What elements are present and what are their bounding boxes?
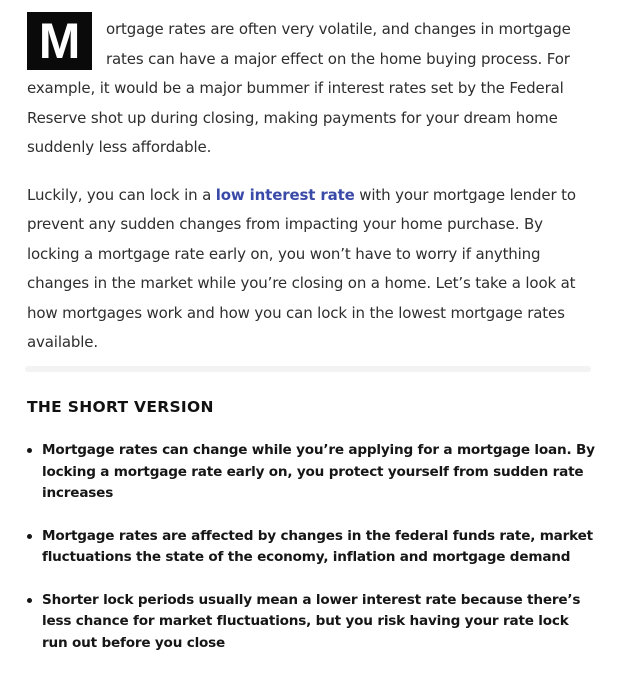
list-item-text: Mortgage rates are affected by changes in the federal funds rate, market fluctuations the state of the economy, inflation and mortgage demand — [42, 527, 593, 565]
section-title: THE SHORT VERSION — [27, 398, 214, 416]
intro-paragraph — [27, 0, 593, 163]
list-item — [27, 590, 597, 655]
para2-text-start: Luckily, you can lock in a — [27, 185, 216, 204]
list-item-text: Shorter lock periods usually mean a lower interest rate because there’s less chance for market fluctuations, but you risk having your rate lock run out before you close — [42, 591, 581, 651]
summary-list — [27, 440, 597, 654]
second-paragraph — [27, 181, 593, 358]
section-divider — [25, 366, 591, 372]
article-body — [27, 0, 593, 358]
drop-cap: M — [27, 12, 92, 70]
short-version-section — [27, 398, 597, 675]
intro-text: ortgage rates are often very volatile, and changes in mortgage rates can have a major effect on the home buying process. For example, it would be a major bummer if interest rates set by the Federal Reserve shot up during closing, making payments for your dream home suddenly less affordable. — [27, 20, 571, 156]
bullet-icon — [27, 598, 32, 603]
list-item — [27, 440, 597, 505]
bullet-icon — [27, 448, 32, 453]
list-item — [27, 526, 597, 569]
list-item-text: Mortgage rates can change while you’re applying for a mortgage loan. By locking a mortgage rate early on, you protect yourself from sudden rate increases — [42, 442, 595, 501]
bullet-icon — [27, 534, 32, 539]
low-interest-rate-link[interactable]: low interest rate — [215, 185, 355, 204]
para2-text-end: with your mortgage lender to prevent any sudden changes from impacting your home purchase. By locking a mortgage rate early on, you won’t have to worry if anything changes in the market while you’re closing on a home. Let’s take a look at how mortgages work and how you can lock in the lowest mortgage rates available. — [27, 185, 576, 351]
